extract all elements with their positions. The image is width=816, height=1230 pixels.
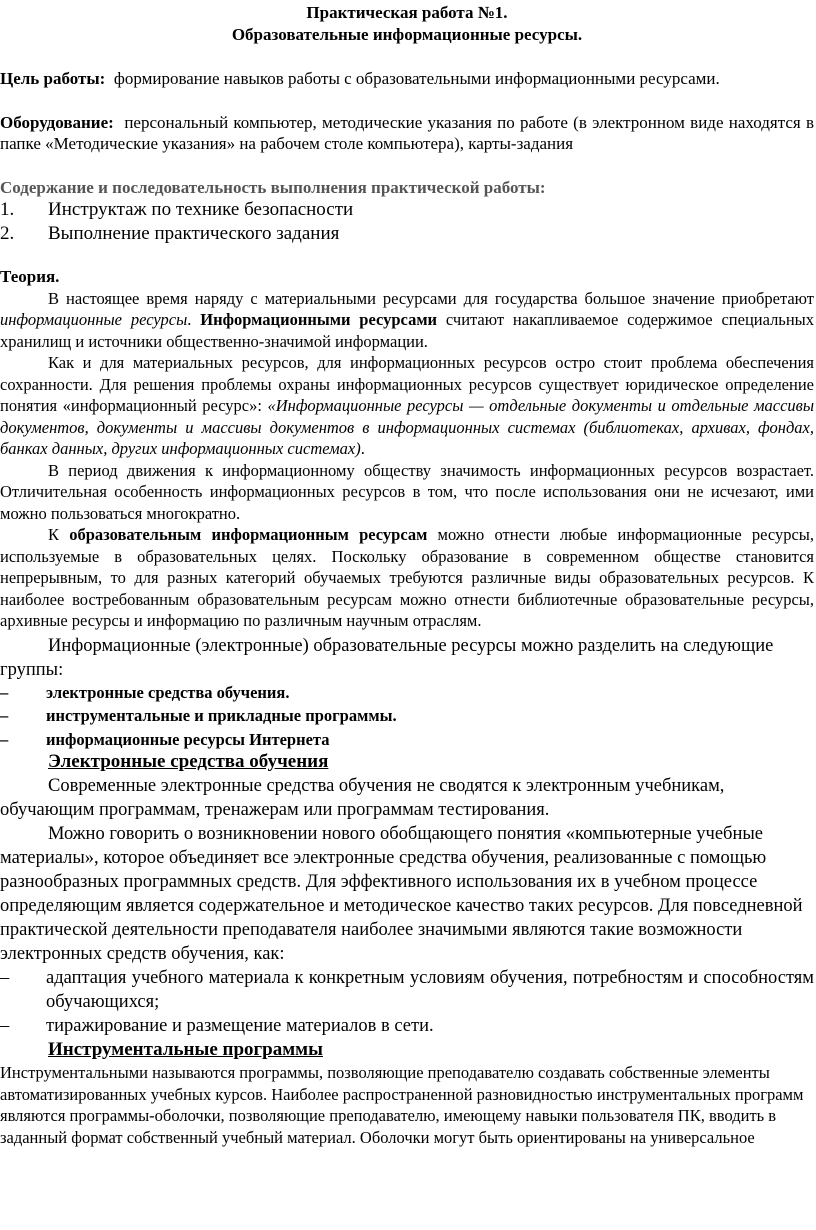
dash-marker: – <box>0 729 9 749</box>
text-run-italic: информационные ресурсы <box>0 310 188 329</box>
theory-paragraph-2 <box>0 352 814 460</box>
theory-paragraph-4 <box>0 524 814 632</box>
text-run-italic: «Информационные ресурсы — отдельные документы и отдельные массивы документов, документы и массивы документов в информационных системах (библиотеках, архивах, фондах, банках данных, других информационных системах) <box>0 396 814 458</box>
text-run: К <box>48 525 70 544</box>
list-item-text: адаптация учебного материала к конкретным условиям обучения, потребностям и способностям обучающихся; <box>46 968 814 1012</box>
equipment-label: Оборудование: <box>0 112 114 132</box>
goal-paragraph <box>0 68 814 90</box>
contents-heading: Содержание и последовательность выполнения практической работы: <box>0 177 546 197</box>
groups-list <box>0 682 814 751</box>
section1-paragraph-2: Можно говорить о возникновении нового обобщающего понятия «компьютерные учебные материалы», которое объединяет все электронные средства обучения, реализованные с помощью разнообразных программных средств. Для эффективного использования их в учебном процессе определяющим является содержательное и методическое качество таких ресурсов. Для повседневной практической деятельности преподавателя наиболее значимыми являются такие возможности электронных средств обучения, как: <box>0 824 803 964</box>
section1-paragraph-1: Современные электронные средства обучения не сводятся к электронным учебникам, обучающим программам, тренажерам или программам тестирования. <box>0 776 725 820</box>
spacer <box>0 90 814 112</box>
text-run: . <box>360 439 365 458</box>
list-item-text: инструментальные и прикладные программы. <box>46 706 397 725</box>
capabilities-list <box>0 966 814 1038</box>
section-heading-tools: Инструментальные программы <box>48 1039 323 1060</box>
step-number: 1. <box>0 199 15 220</box>
dash-marker: – <box>0 682 9 702</box>
list-item-text: электронные средства обучения. <box>46 682 290 702</box>
list-item <box>0 729 814 751</box>
text-run: можно отнести любые информационные ресурсы, используемые в образовательных целях. Поскольку образование в современном обществе становится непрерывным, то для разных категорий обучаемых требуются различные виды образовательных ресурсов. К наиболее востребованным образовательным ресурсам можно отнести библиотечные образовательные ресурсы, архивные ресурсы и информацию по различным научным отраслям. <box>0 525 814 630</box>
text-run-bold: Информационными ресурсами <box>200 310 438 329</box>
step-text: Выполнение практического задания <box>48 223 340 244</box>
list-item <box>0 222 814 246</box>
section-heading-electronic: Электронные средства обучения <box>48 751 329 772</box>
text-run: Как и для материальных ресурсов, для информационных ресурсов остро стоит проблема обеспечения сохранности. Для решения проблемы охраны информационных ресурсов существует юридическое определение понятия «информационный ресурс»: <box>0 353 814 415</box>
dash-marker: – <box>0 968 10 988</box>
section2-paragraph-1: Инструментальными называются программы, позволяющие преподавателю создавать собственные элементы автоматизированных учебных курсов. Наиболее распространенной разновидностью инструментальных программ являются программы-оболочки, позволяющие преподавателю, имеющему навыки пользователя ПК, вводить в заданный формат собственный учебный материал. Оболочки могут быть ориентированы на универсальное <box>0 1063 804 1147</box>
text-run-bold: образовательным информационным ресурсам <box>69 525 428 544</box>
equipment-paragraph <box>0 112 814 155</box>
list-item <box>0 682 814 704</box>
text-run: . <box>187 310 201 329</box>
goal-label: Цель работы: <box>0 69 106 88</box>
theory-heading: Теория. <box>0 267 60 286</box>
dash-marker: – <box>0 706 9 725</box>
list-item <box>0 198 814 222</box>
document-subtitle: Образовательные информационные ресурсы. <box>231 25 583 44</box>
equipment-text: персональный компьютер, методические указания по работе (в электронном виде находятся в папке «Методические указания» на рабочем столе компьютера), карты-задания <box>0 112 814 153</box>
text-run: считают накапливаемое содержимое специальных хранилищ и источники общественно-значимой информации. <box>0 310 814 351</box>
list-item <box>0 1014 814 1038</box>
step-text: Инструктаж по технике безопасности <box>48 199 354 220</box>
list-item <box>0 705 814 727</box>
spacer <box>0 46 814 68</box>
list-item-text: тиражирование и размещение материалов в сети. <box>46 1016 434 1036</box>
spacer <box>0 155 814 177</box>
text-run: В настоящее время наряду с материальными ресурсами для государства большое значение приобретают <box>48 288 814 308</box>
dash-marker: – <box>0 1016 10 1036</box>
step-number: 2. <box>0 223 15 244</box>
goal-text: формирование навыков работы с образовательными информационными ресурсами. <box>113 69 720 88</box>
steps-list <box>0 198 814 246</box>
theory-paragraph-1 <box>0 288 814 353</box>
theory-paragraph-3: В период движения к информационному обществу значимость информационных ресурсов возрастает. Отличительная особенность информационных ресурсов в том, что после использования они не исчезают, ими можно пользоваться многократно. <box>0 460 814 523</box>
document-title: Практическая работа №1. <box>306 3 508 22</box>
list-item-text: информационные ресурсы Интернета <box>46 729 330 749</box>
list-item <box>0 966 814 1014</box>
spacer <box>0 246 814 266</box>
theory-paragraph-5: Информационные (электронные) образовательные ресурсы можно разделить на следующие группы: <box>0 635 774 680</box>
